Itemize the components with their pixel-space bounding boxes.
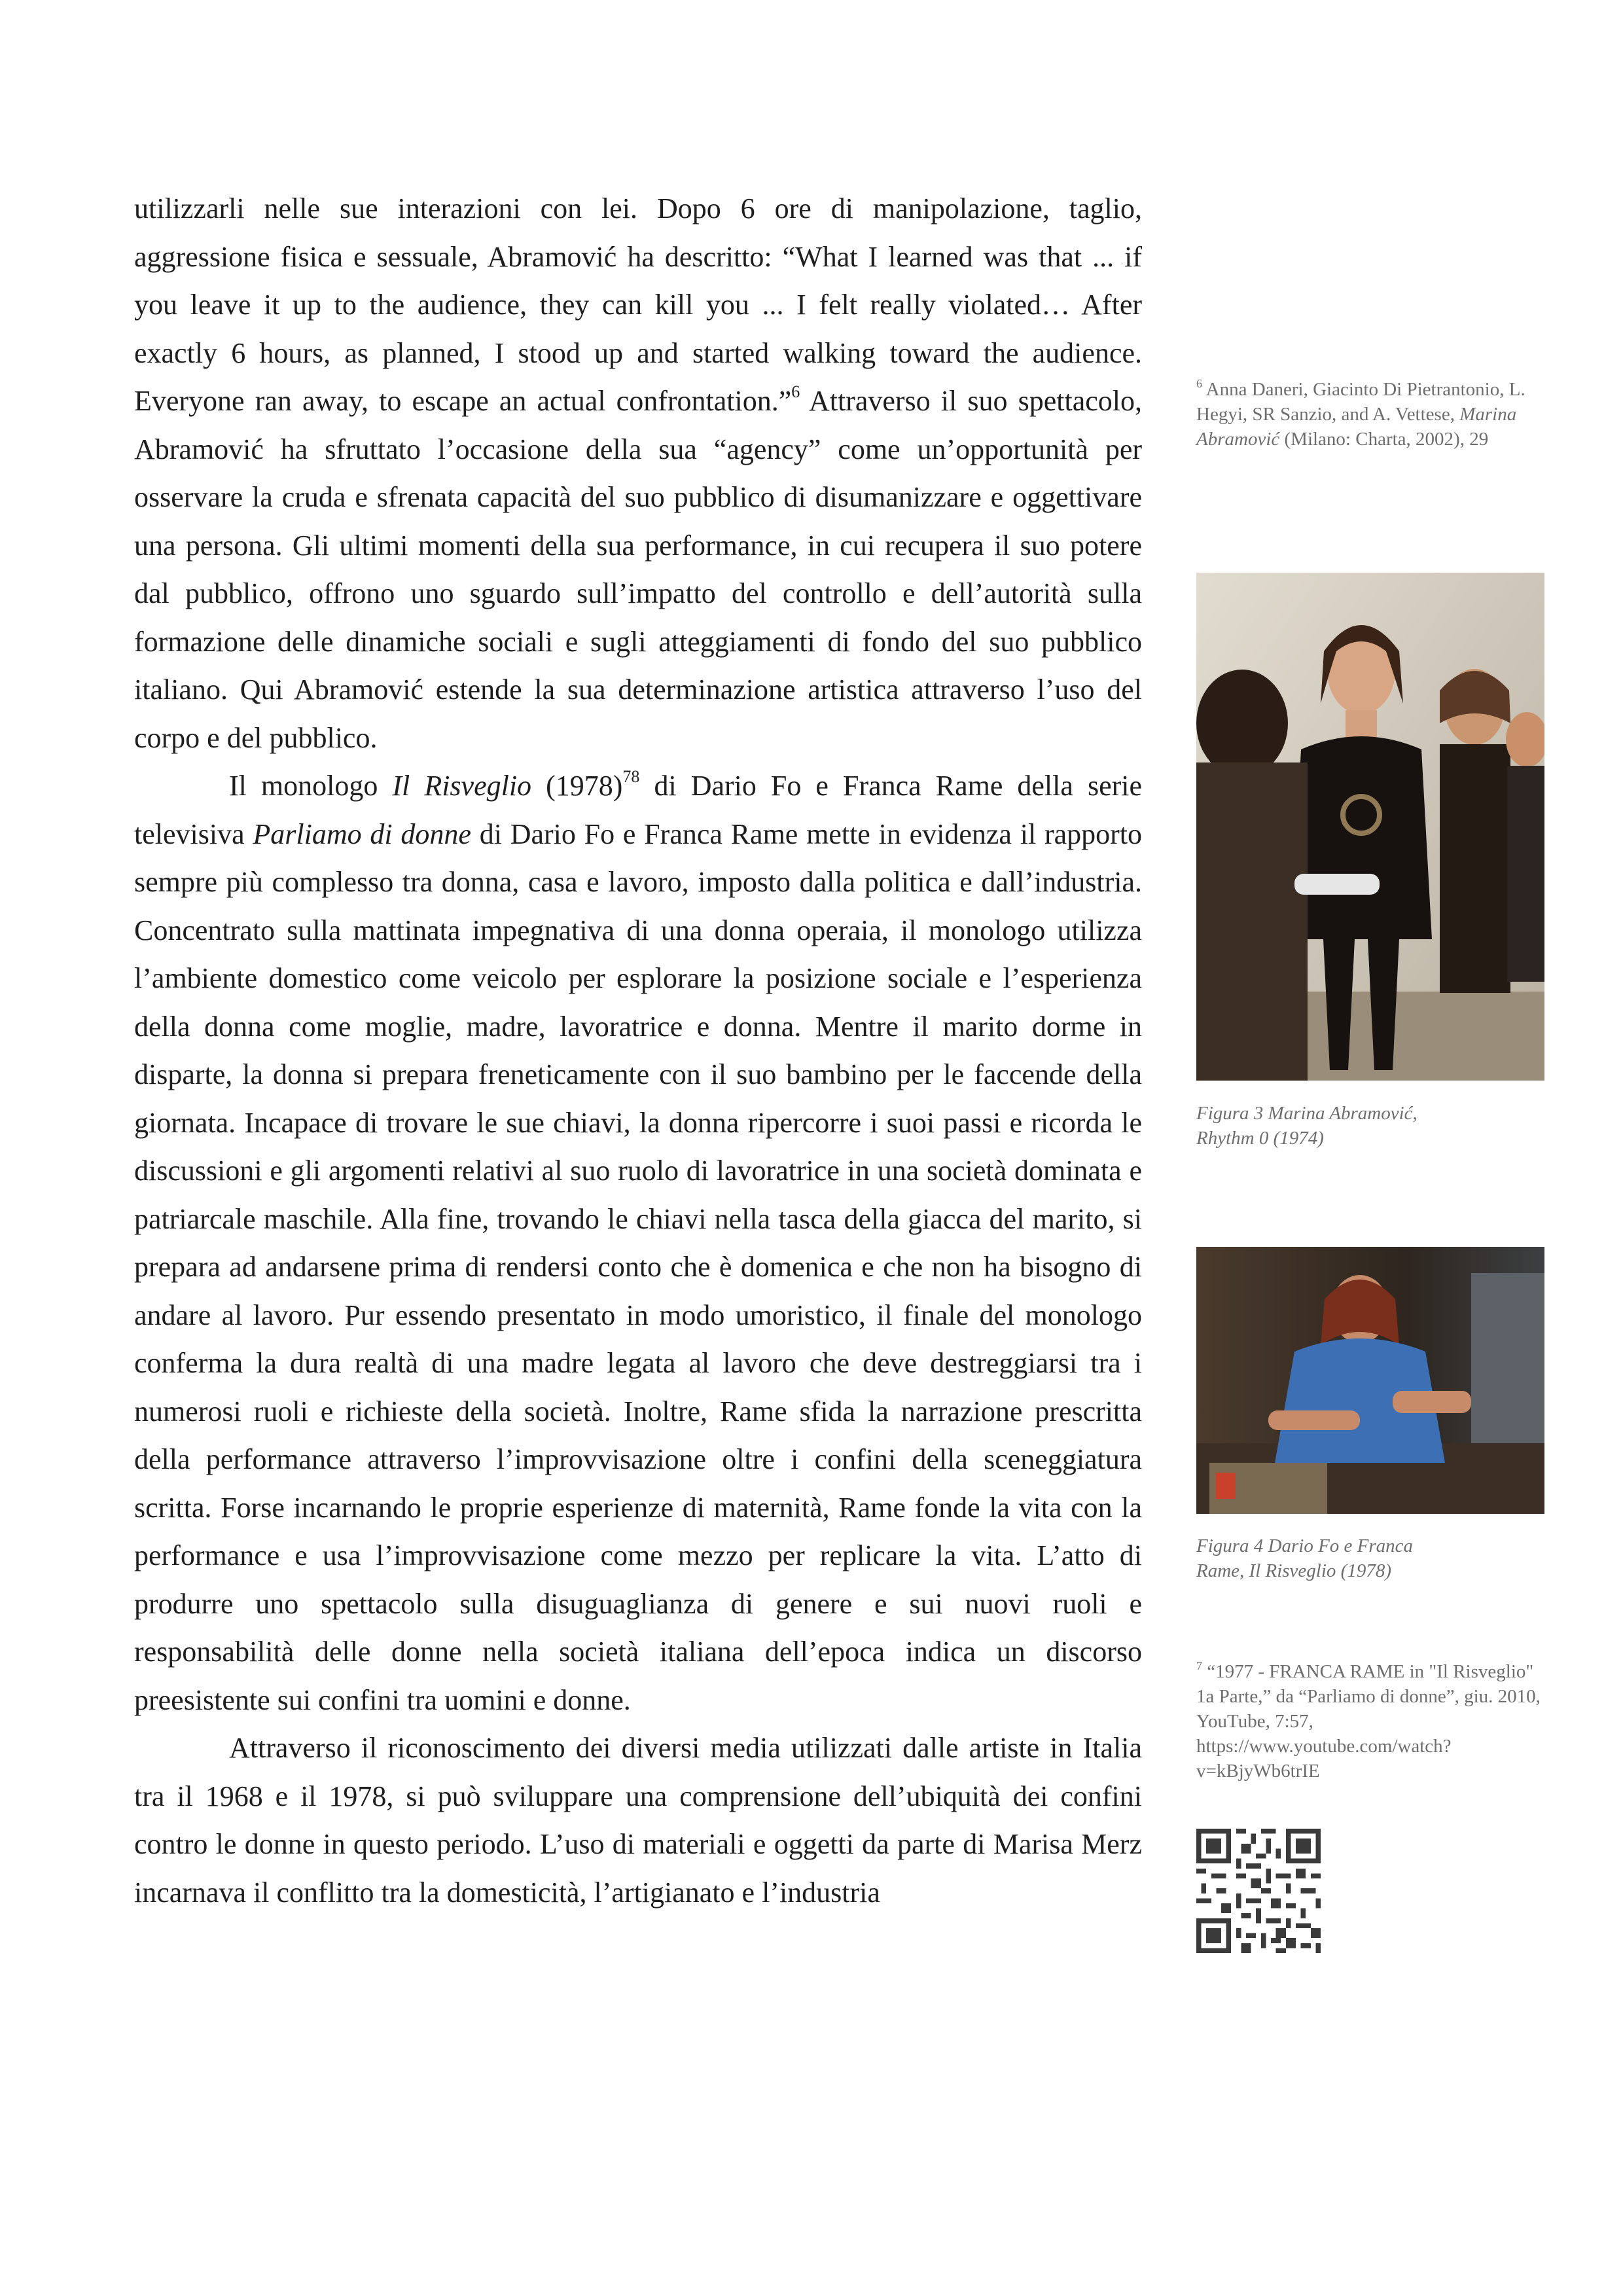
footnote-6-text: Anna Daneri, Giacinto Di Pietrantonio, L. Hegyi, SR Sanzio, and A. Vettese, [1196, 379, 1525, 425]
footnote-6-publisher: (Milano: Charta, 2002), 29 [1279, 429, 1489, 450]
figure-3-caption-line-2: Rhythm 0 (1974) [1196, 1128, 1324, 1149]
figure-3-caption-line-1: Figura 3 Marina Abramović, [1196, 1103, 1418, 1124]
paragraph-2-year: (1978) [531, 770, 623, 802]
photo-il-risveglio [1196, 1247, 1544, 1514]
footnote-7-number: 7 [1196, 1659, 1202, 1672]
footnote-6-book-title: Marina Abramović [1196, 404, 1517, 450]
paragraph-2 [134, 762, 1142, 1724]
footnote-ref-78[interactable]: 78 [622, 767, 640, 786]
paragraph-2-text: Il monologo [229, 770, 393, 802]
photo-il-risveglio-image [1196, 1247, 1544, 1514]
paragraph-3: Attraverso il riconoscimento dei diversi media utilizzati dalle artiste in Italia tra il 1968 e il 1978, si può sviluppare una comprensione dell’ubiquità dei confini contro le donne in questo periodo. L’uso di materiali e oggetti da parte di Marisa Merz incarnava il conflitto tra la domesticità, l’artigianato e l’industria [134, 1732, 1142, 1909]
series-title-parliamo-di-donne: Parliamo di donne [253, 817, 471, 850]
figure-3-caption [1196, 1101, 1550, 1151]
footnote-7 [1196, 1659, 1550, 1784]
qr-code-icon[interactable] [1196, 1829, 1321, 1953]
paragraph-2-text-b: di Dario Fo e Franca Rame della serie televisiva [134, 770, 1143, 850]
main-text [134, 185, 1142, 1916]
paragraph-1-text-cont: Attraverso il suo spettacolo, Abramović ha sfruttato l’occasione della sua “agency” come un’opportunità per osservare la cruda e sfrenata capacità del suo pubblico di disumanizzare e oggettivare una persona. Gli ultimi momenti della sua performance, in cui recupera il suo potere dal pubblico, offrono uno sguardo sull’impatto del controllo e dell’autorità sulla formazione delle dinamiche sociali e sugli atteggiamenti di fondo del suo pubblico italiano. Qui Abramović estende la sua determinazione artistica attraverso l’uso del corpo e del pubblico. [134, 385, 1143, 754]
footnote-ref-6[interactable]: 6 [791, 382, 800, 401]
qr-code-graphic [1196, 1829, 1321, 1953]
footnote-6 [1196, 377, 1550, 452]
work-title-il-risveglio: Il Risveglio [392, 770, 532, 802]
figure-4-caption-line-2: Rame, Il Risveglio (1978) [1196, 1560, 1391, 1581]
figure-4-caption-line-1: Figura 4 Dario Fo e Franca [1196, 1535, 1414, 1556]
photo-rhythm-0-image [1196, 573, 1544, 1081]
footnote-7-text[interactable]: “1977 - FRANCA RAME in "Il Risveglio" 1a Parte,” da “Parliamo di donne”, giu. 2010, YouTube, 7:57, https://www.youtube.com/watch?v=kBjyWb6trIE [1196, 1661, 1541, 1782]
paragraph-1 [134, 185, 1142, 762]
paragraph-2-text-c: di Dario Fo e Franca Rame mette in evidenza il rapporto sempre più complesso tra donna, casa e lavoro, imposto dalla politica e dall’industria. Concentrato sulla mattinata impegnativa di una donna operaia, il monologo utilizza l’ambiente domestico come veicolo per esplorare la posizione sociale e l’esperienza della donna come moglie, madre, lavoratrice e donna. Mentre il marito dorme in disparte, la donna si prepara freneticamente con il suo bambino per le faccende della giornata. Incapace di trovare le sue chiavi, la donna ripercorre i suoi passi e ricorda le discussioni e gli argomenti relativi al suo ruolo di lavoratrice in una società dominata e patriarcale maschile. Alla fine, trovando le chiavi nella tasca della giacca del marito, si prepara ad andarsene prima di rendersi conto che è domenica e che non ha bisogno di andare al lavoro. Pur essendo presentato in modo umoristico, il finale del monologo conferma la dura realtà di una madre legata al lavoro che deve destreggiarsi tra i numerosi ruoli e richieste della società. Inoltre, Rame sfida la narrazione prescritta della performance attraverso l’improvvisazione oltre i confini della sceneggiatura scritta. Forse incarnando le proprie esperienze di maternità, Rame fonde la vita con la performance e usa l’improvvisazione come mezzo per replicare la vita. L’atto di produrre uno spettacolo sulla disuguaglianza di genere e sui nuovi ruoli e responsabilità delle donne nella società italiana dell’epoca indica un discorso preesistente sui confini tra uomini e donne. [134, 817, 1142, 1716]
footnote-6-number: 6 [1196, 377, 1202, 390]
photo-rhythm-0 [1196, 573, 1544, 1081]
figure-4-caption [1196, 1534, 1550, 1583]
paragraph-1-text: utilizzarli nelle sue interazioni con lei. Dopo 6 ore di manipolazione, taglio, aggressione fisica e sessuale, Abramović ha descritto: “What I learned was that ... if you leave it up to the audience, they can kill you ... I felt really violated… After exactly 6 hours, as planned, I stood up and started walking toward the audience. Everyone ran away, to escape an actual confrontation.” [134, 192, 1142, 417]
